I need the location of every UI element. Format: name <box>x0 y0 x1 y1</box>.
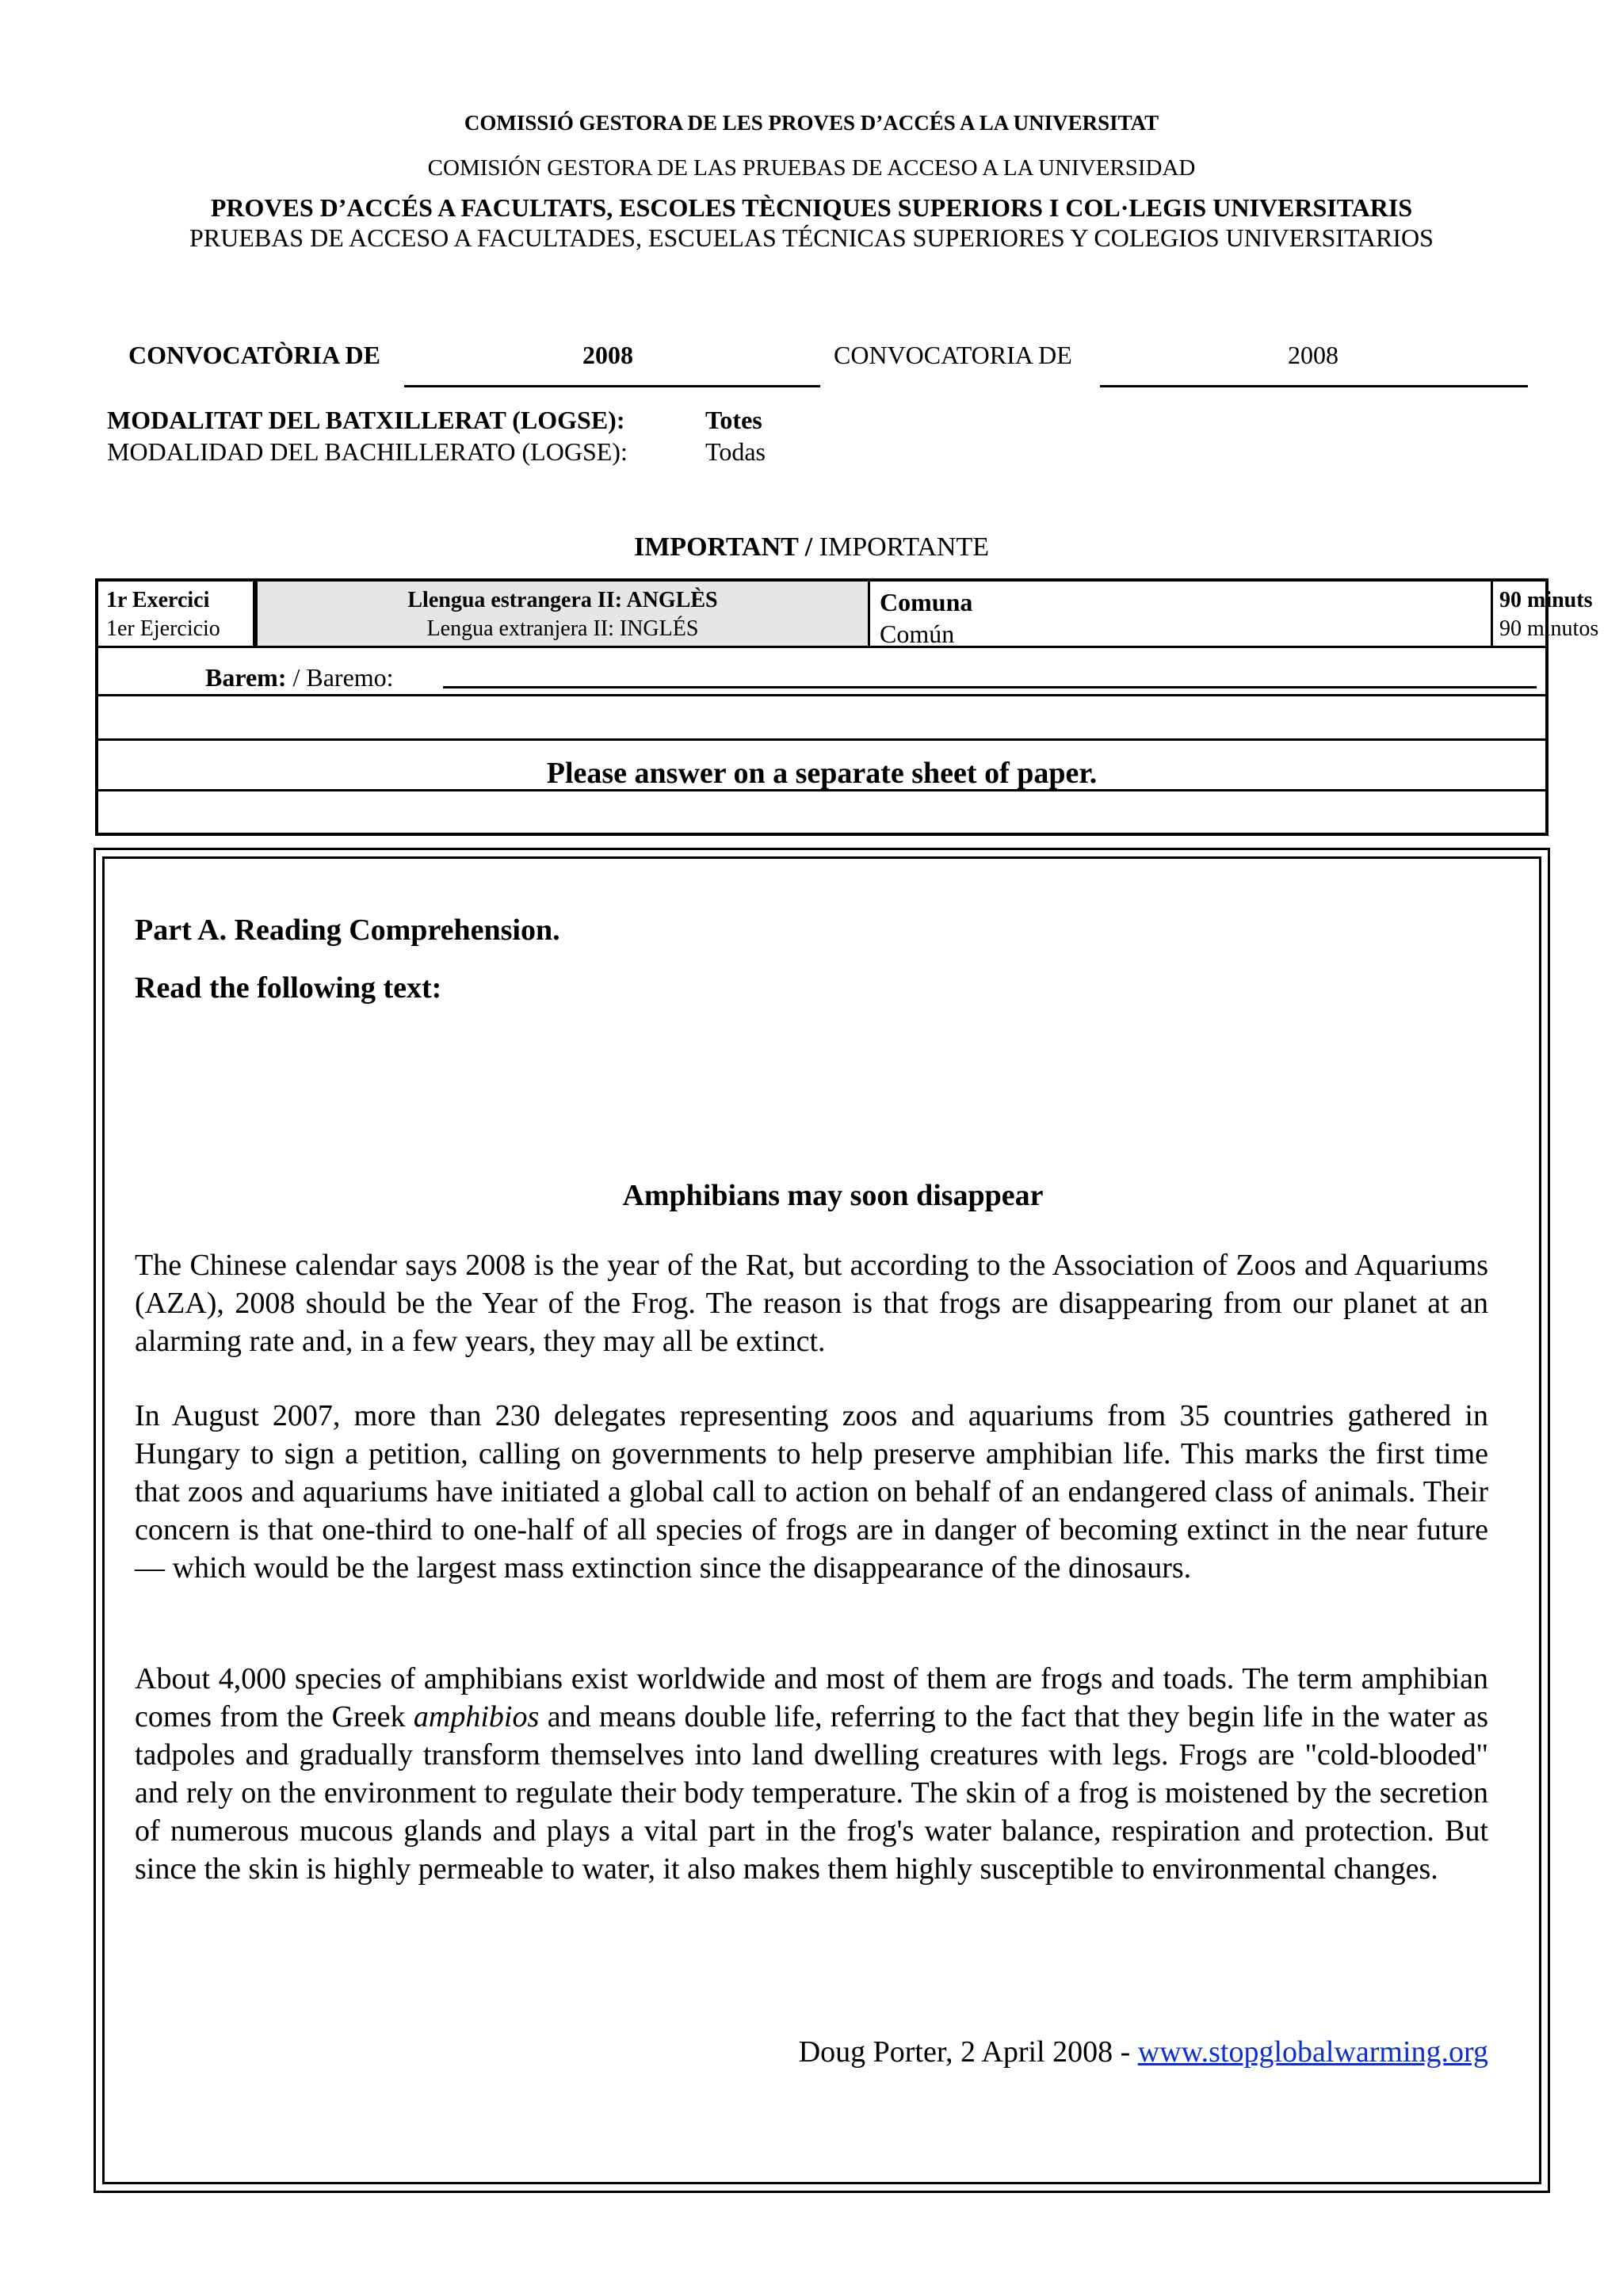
read-instruction: Read the following text: <box>135 971 442 1005</box>
header-line-3: PROVES D’ACCÉS A FACULTATS, ESCOLES TÈCNIQUES SUPERIORS I COL·LEGIS UNIVERSITARIS <box>210 193 1413 222</box>
modalitat-value-ca: Totes <box>705 406 762 434</box>
convocatoria-year-ca: 2008 <box>582 341 633 369</box>
modalitat-label-ca: MODALITAT DEL BATXILLERAT (LOGSE): <box>107 406 625 434</box>
important-heading <box>0 532 1623 563</box>
part-title: Part A. Reading Comprehension. <box>135 913 560 947</box>
paragraph-3-part-a: About 4,000 species of amphibians exist worldwide and most of them are frogs and toads. The term amphibian comes from the Greek <box>135 1662 1488 1733</box>
convocatoria-underline-es <box>1100 385 1528 387</box>
paragraph-3-italic: amphibios <box>413 1700 540 1733</box>
modalitat-label-es: MODALIDAD DEL BACHILLERATO (LOGSE): <box>107 437 628 466</box>
barem-ca: Barem: <box>205 663 287 692</box>
convocatoria-underline-ca <box>404 385 820 387</box>
paragraph-1: The Chinese calendar says 2008 is the year of the Rat, but according to the Association of Zoos and Aquariums (AZA), 2008 should be the Year of the Frog. The reason is that frogs are disappearing from our planet at an alarming rate and, in a few years, they may all be extinct. <box>135 1249 1488 1358</box>
duration-ca: 90 minuts <box>1499 588 1593 612</box>
barem-underline <box>443 686 1537 688</box>
subject-es: Lengua extranjera II: INGLÉS <box>426 616 699 641</box>
paragraph-3 <box>135 1660 1488 1888</box>
header-line-1: COMISSIÓ GESTORA DE LES PROVES D’ACCÉS A LA UNIVERSITAT <box>464 111 1159 135</box>
source-link[interactable]: www.stopglobalwarming.org <box>1137 2035 1488 2069</box>
type-es: Común <box>880 620 955 648</box>
exercise-es: 1er Ejercicio <box>106 616 220 641</box>
exam-info-table <box>95 578 1599 836</box>
modalitat-value-es: Todas <box>705 437 766 466</box>
header-line-4: PRUEBAS DE ACCESO A FACULTADES, ESCUELAS TÉCNICAS SUPERIORES Y COLEGIOS UNIVERSITARIOS <box>189 223 1434 252</box>
header-line-2: COMISIÓN GESTORA DE LAS PRUEBAS DE ACCESO A LA UNIVERSIDAD <box>427 155 1196 181</box>
important-label-ca: IMPORTANT / <box>633 532 813 562</box>
exercise-cell <box>98 582 255 648</box>
subject-ca: Llengua estrangera II: ANGLÈS <box>407 588 718 612</box>
duration-text <box>1495 582 1603 648</box>
convocatoria-label-ca: CONVOCATÒRIA DE <box>128 341 380 369</box>
type-ca: Comuna <box>880 588 973 616</box>
type-cell <box>870 582 1493 648</box>
barem-label <box>205 663 394 692</box>
answer-instruction: Please answer on a separate sheet of paper. <box>546 757 1098 790</box>
duration-es: 90 minutos <box>1499 616 1599 641</box>
article-source <box>799 2035 1488 2069</box>
exercise-ca: 1r Exercici <box>106 588 210 612</box>
paragraph-3-part-b: and means double life, referring to the fact that they begin life in the water as tadpoles and gradually transform themselves into land dwelling creatures with legs. Frogs are "cold-blooded" and rely on the environment to regulate their body temperature. The skin of a frog is moistened by the secretion of numerous mucous glands and plays a vital part in the frog's water balance, respiration and protection. But since the skin is highly permeable to water, it also makes them highly susceptible to environmental changes. <box>135 1700 1488 1886</box>
table-divider <box>98 789 1545 791</box>
convocatoria-year-es: 2008 <box>1288 341 1338 369</box>
convocatoria-label-es: CONVOCATORIA DE <box>834 341 1072 369</box>
barem-es: / Baremo: <box>286 663 394 692</box>
table-divider <box>98 738 1545 741</box>
source-author: Doug Porter, 2 April 2008 - <box>798 2035 1138 2069</box>
important-label-es: IMPORTANTE <box>812 532 989 562</box>
table-divider <box>98 694 1545 696</box>
article-title: Amphibians may soon disappear <box>622 1179 1044 1212</box>
paragraph-2: In August 2007, more than 230 delegates representing zoos and aquariums from 35 countries gathered in Hungary to sign a petition, calling on governments to help preserve amphibian life. This marks the first time that zoos and aquariums have initiated a global call to action on behalf of an endangered class of animals. Their concern is that one-third to one-half of all species of frogs are in danger of becoming extinct in the near future — which would be the largest mass extinction since the disappearance of the dinosaurs. <box>135 1399 1488 1585</box>
subject-cell <box>255 582 870 648</box>
